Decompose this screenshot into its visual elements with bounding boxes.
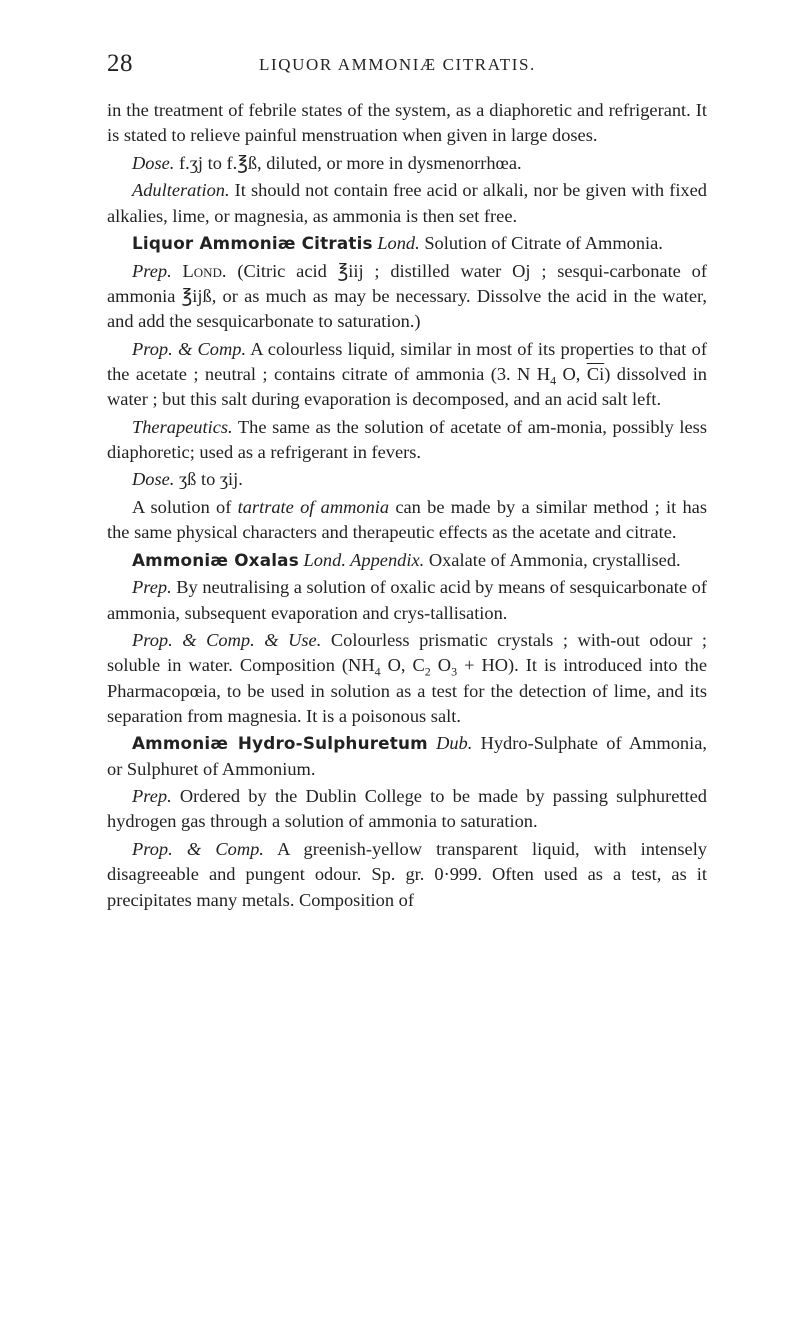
paragraph-prep-oxalate: [107, 575, 707, 626]
paragraph-prep-hydro-sulphate: [107, 784, 707, 835]
label-prep: Prep.: [132, 786, 172, 807]
paragraph-text: O: [430, 655, 452, 676]
label-prep: Prep.: [132, 260, 172, 281]
entry-source: Lond.: [372, 233, 420, 254]
paragraph-text: By neutralising a solution of oxalic acid by means of sesquicarbonate of ammonia, subsequent evaporation and crys-tallisation.: [107, 577, 707, 623]
citric-symbol: $\overline{Ci}$: [586, 363, 605, 384]
paragraph-text: ) dissolved in water ; but this salt during evaporation is decomposed, and an acid salt left.: [107, 363, 707, 410]
label-prep: Prep.: [132, 577, 172, 598]
label-therapeutics: Therapeutics.: [132, 416, 233, 437]
paragraph-adulteration: [107, 178, 707, 229]
entry-title: Liquor Ammoniæ Citratis: [132, 233, 373, 254]
paragraph-tartrate: [107, 495, 707, 546]
entry-description: Oxalate of Ammonia, crystallised.: [424, 549, 681, 570]
paragraph-text: + HO). It is introduced into the Pharmacopœia, to be used in solution as a test for the detection of lime, and its separation from magnesia. It is a poisonous salt.: [107, 655, 708, 726]
paragraph-dose-citrate: [107, 467, 707, 492]
paragraph-text: The same as the solution of acetate of am-monia, possibly less diaphoretic; used as a refrigerant in fevers.: [107, 416, 707, 462]
page-body: [107, 98, 707, 915]
entry-liquor-ammoniae-citratis: [107, 231, 707, 256]
label-prop-comp-use: Prop. & Comp. & Use.: [132, 630, 322, 650]
entry-description: Solution of Citrate of Ammonia.: [419, 233, 663, 254]
paragraph-text: can be made by a similar method ; it has the same physical characters and therapeutic effects as the acetate and citrate.: [107, 496, 707, 543]
entry-title: Ammoniæ Oxalas: [132, 549, 299, 570]
paragraph-prop-comp-use-oxalate: [107, 628, 707, 729]
paragraph-text: (Citric acid ℥iij ; distilled water Oj ; sesqui-carbonate of ammonia ℥ijß, or as much as may be necessary. Dissolve the acid in the water, and add the sesquicarbonate to saturation.): [107, 260, 707, 332]
label-prop-comp: Prop. & Comp.: [132, 838, 264, 859]
paragraph-text: Colourless prismatic crystals ; with-out odour ; soluble in water. Composition (NH: [107, 630, 707, 676]
paragraph-text: ʒß to ʒij.: [174, 469, 243, 490]
tartrate-term: tartrate of ammonia: [237, 496, 390, 517]
paragraph-prop-comp-hydro-sulphate: [107, 837, 707, 913]
label-prop-comp: Prop. & Comp.: [132, 338, 247, 359]
paragraph-text: O, C: [380, 655, 425, 676]
entry-ammoniae-oxalas: [107, 548, 707, 573]
subscript: 2: [424, 664, 431, 679]
entry-ammoniae-hydro-sulphuretum: [107, 731, 707, 782]
label-adulteration: Adulteration.: [132, 180, 230, 201]
paragraph-therapeutics: [107, 415, 707, 466]
paragraph-febrile-states: [107, 98, 707, 149]
paragraph-text: A solution of: [132, 496, 238, 517]
paragraph-prep-citrate: [107, 259, 707, 335]
subscript: 3: [451, 664, 458, 679]
subscript: 4: [550, 373, 557, 388]
running-title: LIQUOR AMMONIÆ CITRATIS.: [259, 55, 536, 74]
paragraph-text: A colourless liquid, similar in most of its properties to that of the acetate ; neutral ; contains citrate of ammonia (3. N H: [107, 338, 707, 384]
entry-source: Dub.: [427, 733, 473, 754]
entry-title: Ammoniæ Hydro-Sulphuretum: [132, 733, 428, 754]
paragraph-text: Ordered by the Dublin College to be made by passing sulphuretted hydrogen gas through a solution of ammonia to saturation.: [107, 786, 707, 832]
paragraph-text: f.ʒj to f.℥ß, diluted, or more in dysmenorrhœa.: [174, 152, 522, 173]
page-header: [107, 50, 707, 86]
subscript: 4: [374, 664, 381, 679]
paragraph-text: O,: [556, 363, 587, 384]
paragraph-text: It should not contain free acid or alkali, nor be given with fixed alkalies, lime, or magnesia, as ammonia is then set free.: [107, 180, 707, 226]
label-lond: Lond.: [171, 260, 227, 281]
paragraph-prop-comp-citrate: [107, 337, 707, 413]
label-dose: Dose.: [132, 469, 175, 490]
entry-source: Lond. Appendix.: [298, 549, 425, 570]
paragraph-text: in the treatment of febrile states of the system, as a diaphoretic and refrigerant. It is stated to relieve painful menstruation when given in large doses.: [107, 100, 707, 146]
paragraph-text: A greenish-yellow transparent liquid, with intensely disagreeable and pungent odour. Sp. gr. 0·999. Often used as a test, as it precipitates many metals. Composition of: [107, 838, 708, 910]
entry-description: Hydro-Sulphate of Ammonia, or Sulphuret of Ammonium.: [107, 733, 707, 779]
paragraph-dose: [107, 151, 707, 176]
page-number: 28: [107, 50, 133, 77]
label-dose: Dose.: [132, 152, 175, 173]
